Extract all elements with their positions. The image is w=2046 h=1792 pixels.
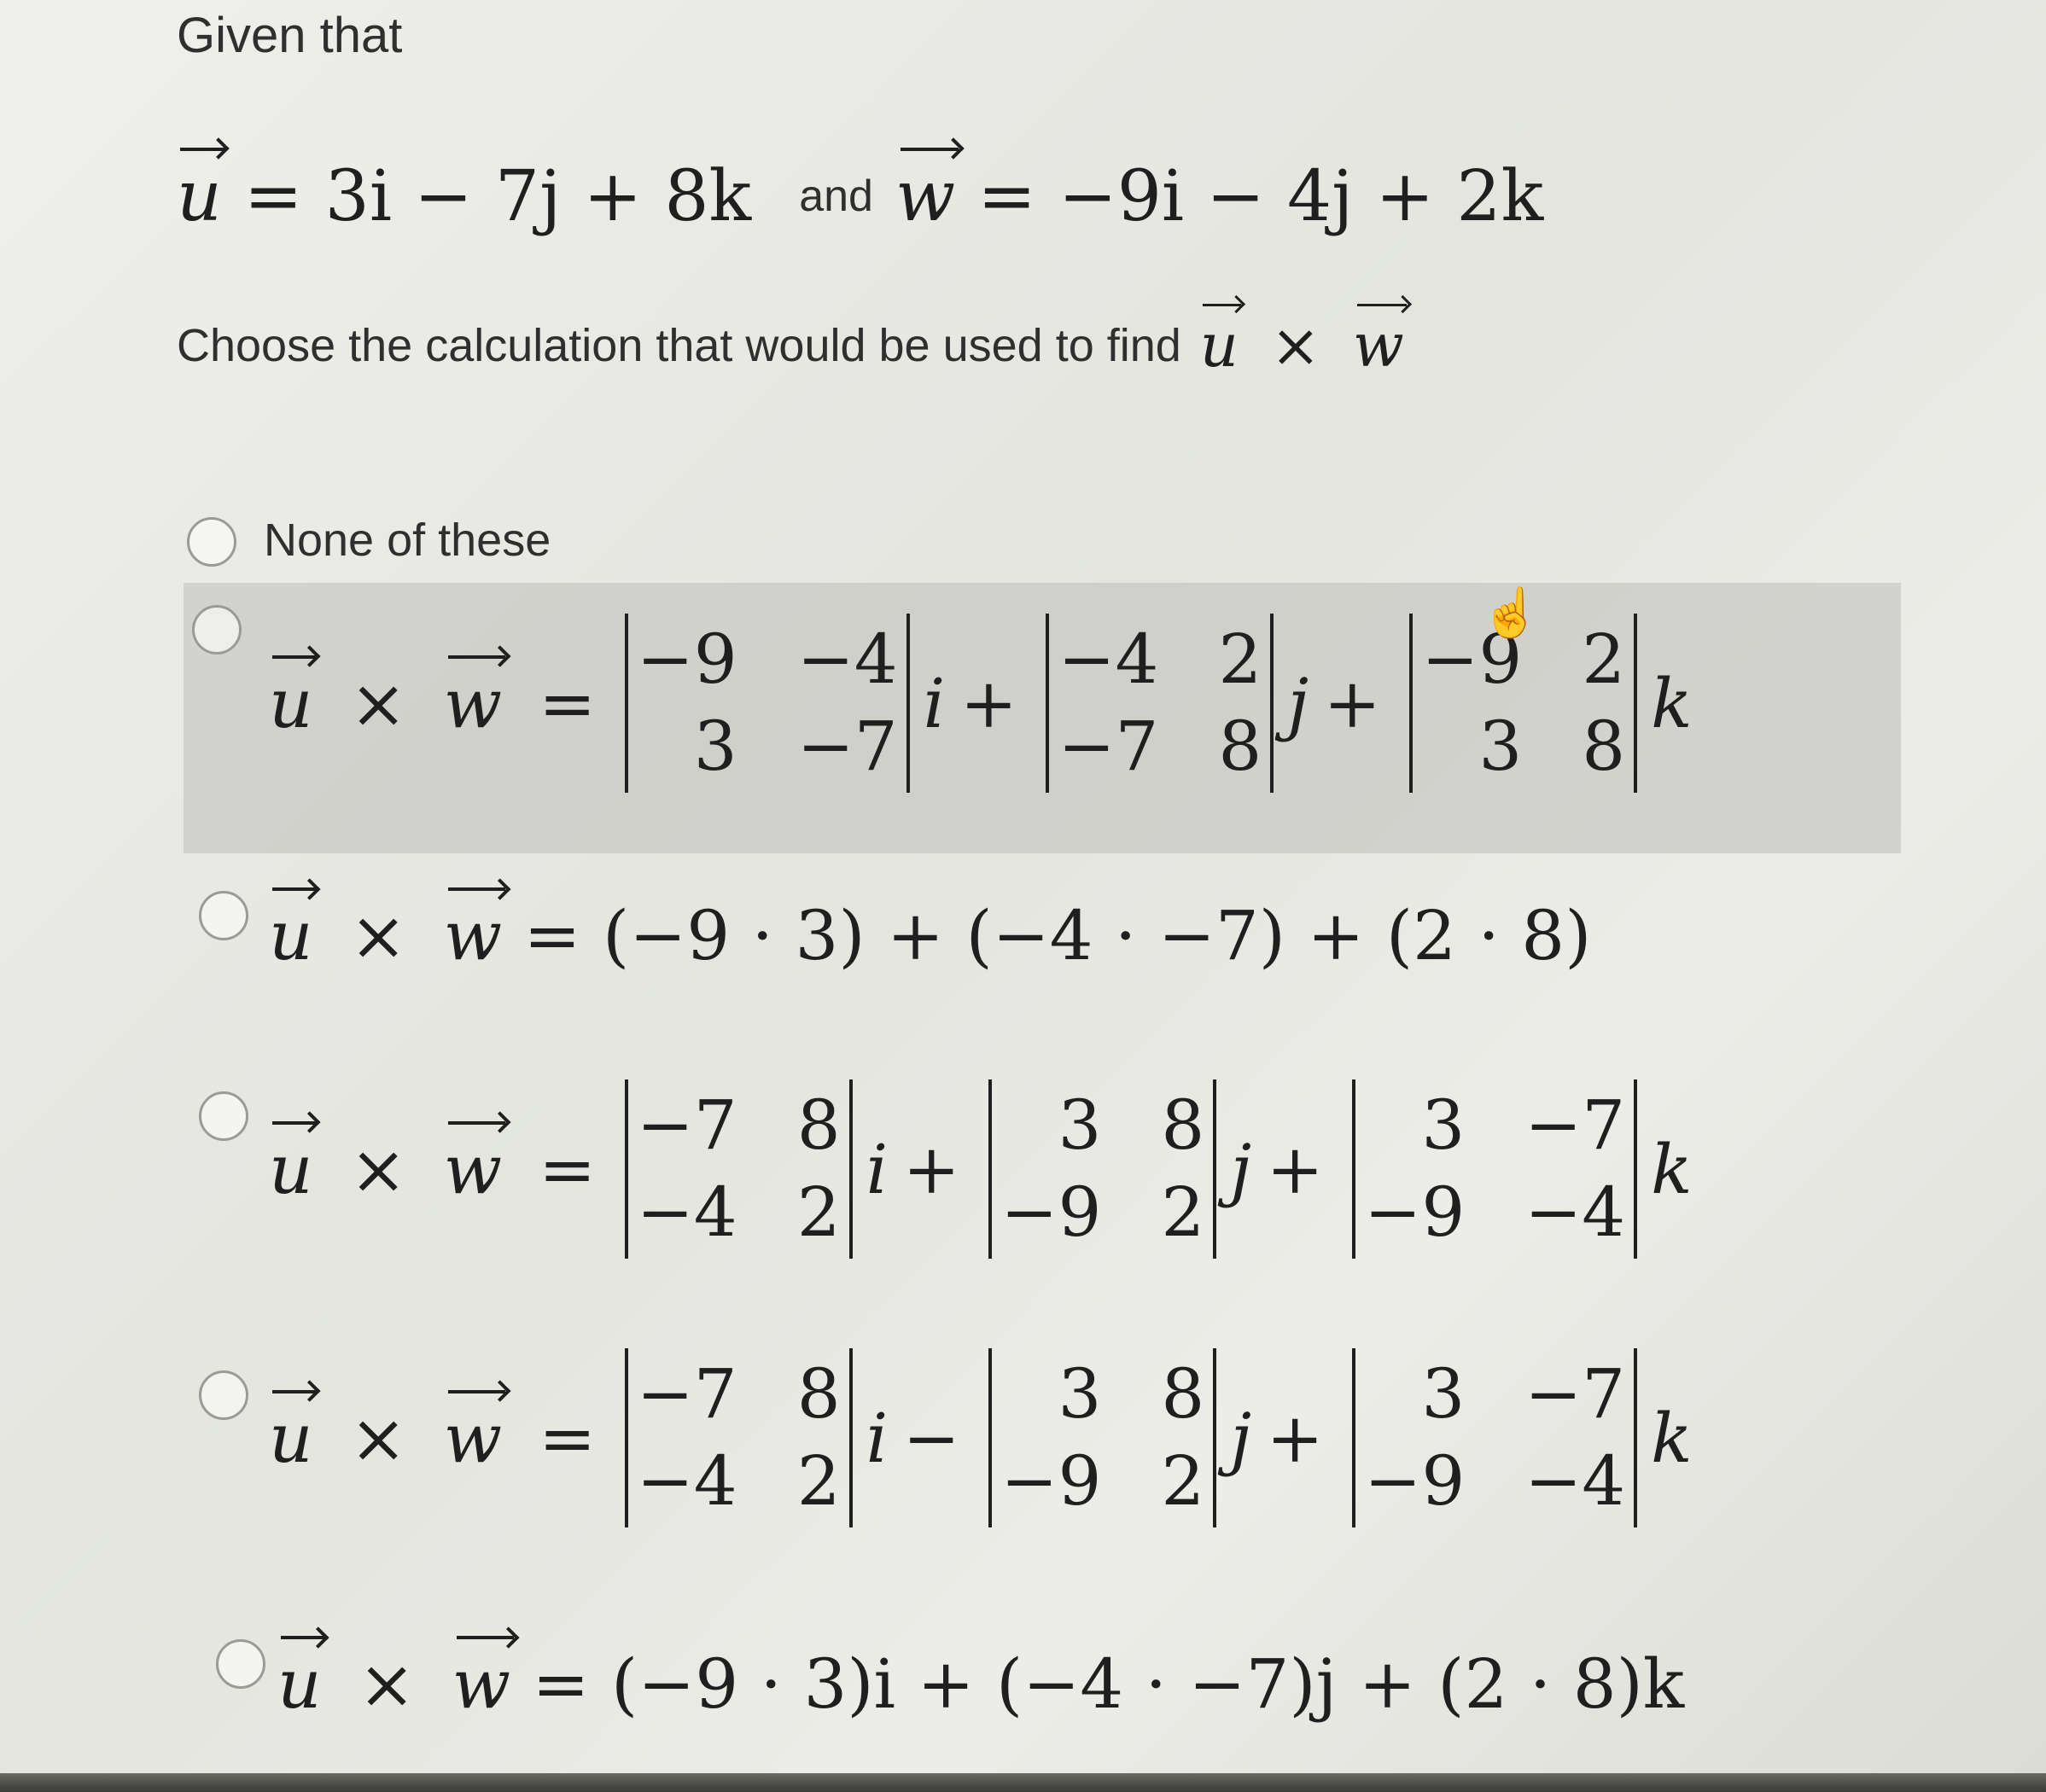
- w-vector-symbol: w: [443, 1398, 503, 1478]
- u-equation: = 3i − 7j + 8k: [243, 155, 752, 237]
- unit-i: i: [866, 1129, 889, 1209]
- det-entry: 2: [796, 1172, 841, 1252]
- det-entry: 2: [796, 1441, 841, 1521]
- det-entry: 8: [796, 1354, 841, 1434]
- option-label: None of these: [264, 515, 551, 566]
- u-vector-symbol: u: [269, 896, 313, 975]
- det-entry: 3: [1421, 1354, 1466, 1434]
- det-entry: 3: [1478, 707, 1523, 786]
- screen-bottom-edge: [0, 1773, 2046, 1792]
- det-entry: −7: [1524, 1354, 1626, 1434]
- det-entry: −9: [1000, 1172, 1102, 1252]
- radio-button[interactable]: [192, 605, 242, 655]
- minus-sign: −: [902, 1398, 960, 1478]
- option-expression: [269, 1079, 1693, 1259]
- det-entry: −9: [1421, 620, 1523, 699]
- u-vector-symbol: u: [269, 1398, 313, 1478]
- unit-k: k: [1651, 1129, 1693, 1209]
- determinant-j: [983, 1348, 1221, 1527]
- unit-j: j: [1230, 1129, 1252, 1209]
- option-component-products[interactable]: [175, 1626, 1901, 1754]
- rhs-expression: = (−9 · 3)i + (−4 · −7)j + (2 · 8)k: [532, 1644, 1685, 1724]
- u-vector-symbol: u: [269, 663, 313, 743]
- cross-symbol: ×: [349, 1129, 407, 1209]
- option-dot-sum[interactable]: [175, 879, 1901, 1007]
- option-expression: [277, 1644, 1684, 1724]
- u-vector-symbol: u: [269, 1129, 313, 1209]
- u-vector-symbol: u: [1199, 311, 1239, 381]
- det-entry: −4: [1524, 1441, 1626, 1521]
- w-definition: [895, 156, 1543, 237]
- hand-pointer-icon: ☝: [1481, 585, 1541, 639]
- det-entry: −9: [1364, 1441, 1466, 1521]
- det-entry: 8: [1161, 1085, 1205, 1165]
- unit-j: j: [1230, 1398, 1252, 1478]
- radio-button[interactable]: [187, 517, 236, 567]
- rhs-expression: = (−9 · 3) + (−4 · −7) + (2 · 8): [523, 896, 1592, 975]
- cross-symbol: ×: [358, 1644, 416, 1724]
- u-vector-symbol: u: [277, 1644, 322, 1724]
- radio-button[interactable]: [199, 1370, 248, 1420]
- intro-text: Given that: [177, 8, 403, 63]
- determinant-i: [620, 1348, 858, 1527]
- prompt-text: Choose the calculation that would be used to find: [177, 320, 1181, 371]
- u-definition: [177, 156, 751, 237]
- w-vector-symbol: w: [443, 663, 503, 743]
- radio-button[interactable]: [216, 1639, 265, 1689]
- option-determinant-a[interactable]: [184, 583, 1901, 853]
- cross-symbol: ×: [349, 896, 407, 975]
- option-expression: [269, 896, 1591, 975]
- equals-sign: =: [539, 663, 597, 743]
- det-entry: 2: [1161, 1441, 1205, 1521]
- determinant-i: [620, 1079, 858, 1259]
- determinant-j: [983, 1079, 1221, 1259]
- det-entry: 2: [1218, 620, 1262, 699]
- unit-i: i: [866, 1398, 889, 1478]
- question-prompt: [177, 294, 1404, 397]
- lhs: [269, 664, 611, 743]
- unit-i: i: [923, 663, 946, 743]
- and-connector: and: [799, 172, 873, 221]
- det-entry: −9: [1364, 1172, 1466, 1252]
- det-entry: 8: [796, 1085, 841, 1165]
- cross-symbol: ×: [349, 1398, 407, 1478]
- u-vector-symbol: u: [177, 155, 222, 237]
- w-vector-symbol: w: [452, 1644, 511, 1724]
- determinant-k: [1347, 1348, 1642, 1527]
- plus-sign: +: [1266, 1129, 1324, 1209]
- w-vector-symbol: w: [443, 896, 503, 975]
- det-entry: 3: [1058, 1085, 1102, 1165]
- det-entry: 3: [1058, 1354, 1102, 1434]
- option-determinant-b[interactable]: [175, 1071, 1901, 1284]
- det-entry: −7: [796, 707, 898, 786]
- det-entry: −9: [636, 620, 737, 699]
- w-vector-symbol: w: [895, 155, 956, 237]
- w-vector-symbol: w: [443, 1129, 503, 1209]
- plus-sign: +: [1266, 1398, 1324, 1478]
- det-entry: 3: [1421, 1085, 1466, 1165]
- option-determinant-c[interactable]: [175, 1340, 1901, 1553]
- unit-j: j: [1287, 663, 1309, 743]
- det-entry: 8: [1161, 1354, 1205, 1434]
- det-entry: 2: [1582, 620, 1626, 699]
- equals-sign: =: [539, 1129, 597, 1209]
- given-vectors-line: [177, 132, 1543, 260]
- det-entry: −7: [1524, 1085, 1626, 1165]
- det-entry: 8: [1218, 707, 1262, 786]
- plus-sign: +: [902, 1129, 960, 1209]
- det-entry: 3: [693, 707, 737, 786]
- det-entry: −9: [1000, 1441, 1102, 1521]
- det-entry: −7: [636, 1085, 737, 1165]
- equals-sign: =: [539, 1398, 597, 1478]
- det-entry: −4: [1524, 1172, 1626, 1252]
- cross-symbol: ×: [1270, 311, 1321, 381]
- plus-sign: +: [959, 663, 1017, 743]
- det-entry: −7: [636, 1354, 737, 1434]
- option-none-of-these[interactable]: [175, 503, 1901, 580]
- unit-k: k: [1651, 663, 1693, 743]
- option-expression: [269, 614, 1693, 793]
- radio-button[interactable]: [199, 891, 248, 940]
- determinant-i: [620, 614, 915, 793]
- det-entry: −4: [796, 620, 898, 699]
- cross-symbol: ×: [349, 663, 407, 743]
- det-entry: −4: [636, 1172, 737, 1252]
- det-entry: 2: [1161, 1172, 1205, 1252]
- unit-k: k: [1651, 1398, 1693, 1478]
- determinant-k: [1347, 1079, 1642, 1259]
- w-vector-symbol: w: [1352, 311, 1404, 381]
- det-entry: −4: [636, 1441, 737, 1521]
- plus-sign: +: [1323, 663, 1381, 743]
- det-entry: −7: [1058, 707, 1159, 786]
- determinant-j: [1040, 614, 1279, 793]
- w-equation: = −9i − 4j + 2k: [977, 155, 1544, 237]
- radio-button[interactable]: [199, 1091, 248, 1141]
- cross-product-target: [1200, 311, 1404, 381]
- det-entry: −4: [1058, 620, 1159, 699]
- det-entry: 8: [1582, 707, 1626, 786]
- option-expression: [269, 1348, 1693, 1527]
